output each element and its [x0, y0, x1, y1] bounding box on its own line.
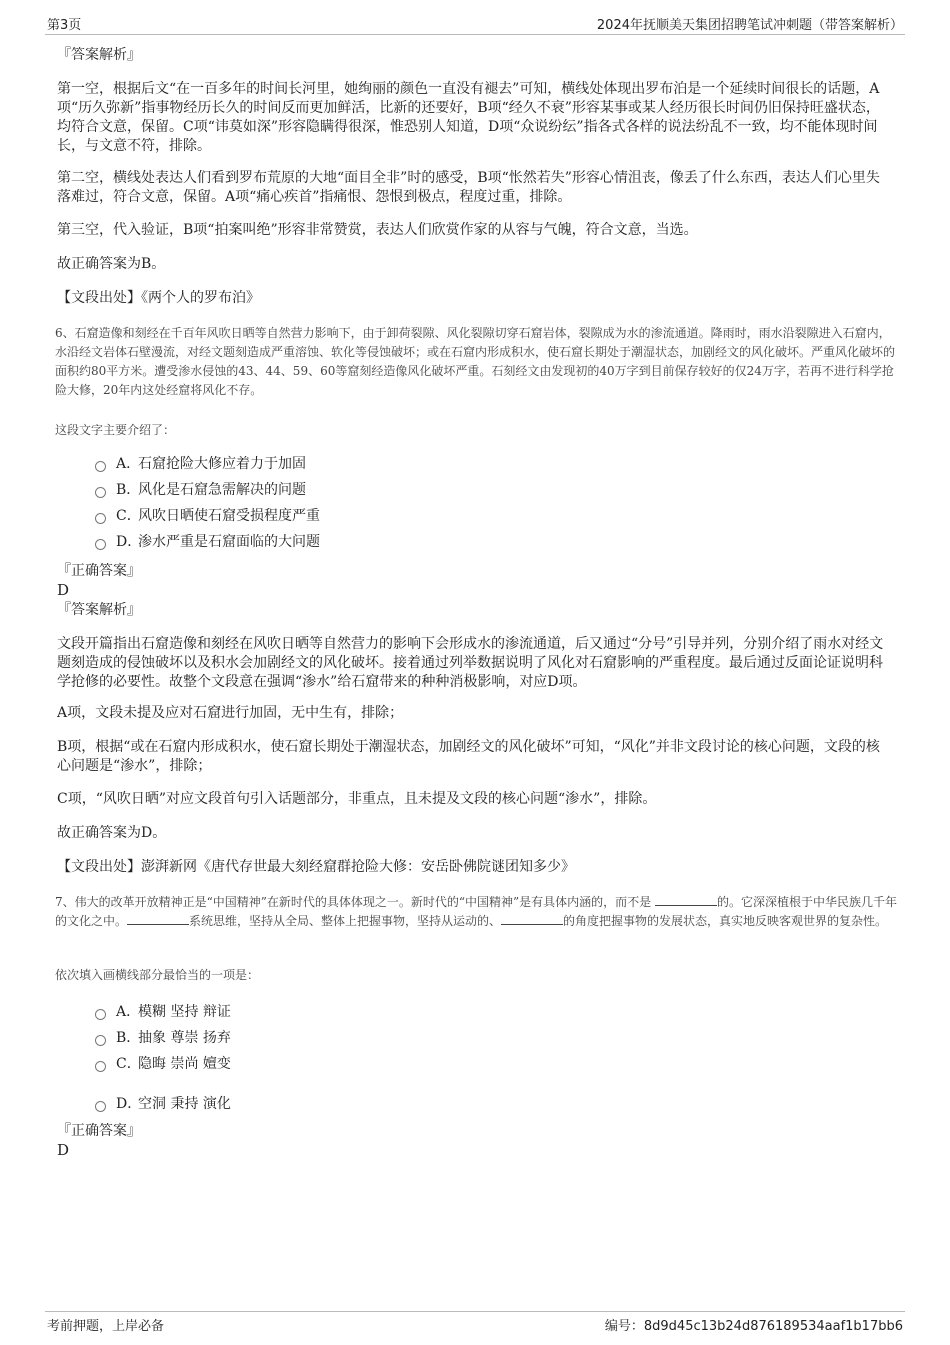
- document-id: 编号：8d9d45c13b24d876189534aaf1b17bb6: [604, 1319, 903, 1334]
- conclusion: 故正确答案为B。: [57, 256, 166, 272]
- radio-icon[interactable]: [95, 1035, 106, 1046]
- analysis-paragraph: 第一空，根据后文“在一百多年的时间长河里，她绚丽的颜色一直没有褪去”可知，横线处体现出罗布泊是一个延续时间很长的话题，A项“历久弥新”指事物经历长久的时间反而更加鲜活，比新的还要好，B项“经久不衰”形容某事或某人经历很长时间仍旧保持旺盛状态，均符合文意，保留。C项“讳莫如深”形容隐瞒得很深，惟恐别人知道，D项“众说纷纭”指各式各样的说法纷乱不一致，均不能体现时间长，与文意不符，排除。: [57, 81, 880, 154]
- source-citation: 【文段出处】《两个人的罗布泊》: [57, 290, 260, 306]
- answer-value: D: [57, 1141, 70, 1159]
- analysis-paragraph: 文段开篇指出石窟造像和刻经在风吹日晒等自然营力的影响下会形成水的渗流通道，后又通过“分号”引导并列，分别介绍了雨水对经文题刻造成的侵蚀破坏以及积水会加剧经文的风化破坏。接着通过列举数据说明了风化对石窟影响的严重程度。最后通过反面论证说明科学抢修的必要性。故整个文段意在强调“渗水”给石窟带来的种种消极影响，对应D项。: [57, 636, 884, 690]
- answer-value: D: [57, 581, 70, 599]
- analysis-paragraph: 第三空，代入验证，B项“拍案叫绝”形容非常赞赏，表达人们欣赏作家的从容与气魄，符合文意，当选。: [57, 222, 698, 238]
- fill-blank: [127, 912, 189, 925]
- fill-blank: [501, 912, 563, 925]
- page-footer: [45, 1311, 905, 1338]
- fill-blank: [655, 893, 717, 906]
- document-title: 2024年抚顺美天集团招聘笔试冲刺题（带答案解析）: [596, 18, 903, 33]
- option-c[interactable]: C． 隐晦 崇尚 嬗变: [95, 1055, 231, 1074]
- page-header: [45, 12, 905, 35]
- option-d[interactable]: D． 空洞 秉持 演化: [95, 1095, 231, 1114]
- analysis-label: 『答案解析』: [57, 602, 141, 618]
- radio-icon[interactable]: [95, 539, 106, 550]
- option-b[interactable]: B． 风化是石窟急需解决的问题: [95, 481, 306, 500]
- analysis-paragraph: B项，根据“或在石窟内形成积水，使石窟长期处于潮湿状态，加剧经文的风化破坏”可知，“风化”并非文段讨论的核心问题，文段的核心问题是“渗水”，排除；: [57, 739, 880, 774]
- option-c[interactable]: C． 风吹日晒使石窟受损程度严重: [95, 507, 320, 526]
- radio-icon[interactable]: [95, 1009, 106, 1020]
- analysis-paragraph: C项，“风吹日晒”对应文段首句引入话题部分，非重点，且未提及文段的核心问题“渗水”，排除。: [57, 791, 657, 807]
- question-prompt: 依次填入画横线部分最恰当的一项是：: [55, 968, 260, 982]
- radio-icon[interactable]: [95, 1101, 106, 1112]
- answer-label: 『正确答案』: [57, 563, 141, 579]
- analysis-label: 『答案解析』: [57, 47, 141, 63]
- question-stem: 7、伟大的改革开放精神正是“中国精神”在新时代的具体体现之一。新时代的“中国精神”是有具体内涵的，而不是 的。它深深植根于中华民族几千年的文化之中。 系统思维，坚持从全局、整体上把握事物，坚持从运动的、 的角度把握事物的发展状态，真实地反映客观世界的复杂性。: [55, 895, 898, 928]
- analysis-paragraph: 第二空，横线处表达人们看到罗布荒原的大地“面目全非”时的感受，B项“怅然若失”形容心情沮丧，像丢了什么东西，表达人们心里失落难过，符合文意，保留。A项“痛心疾首”指痛恨、怨恨到极点，程度过重，排除。: [57, 170, 880, 205]
- answer-label: 『正确答案』: [57, 1123, 141, 1139]
- radio-icon[interactable]: [95, 1061, 106, 1072]
- radio-icon[interactable]: [95, 487, 106, 498]
- question-stem: 6、石窟造像和刻经在千百年风吹日晒等自然营力影响下，由于卸荷裂隙、风化裂隙切穿石窟岩体，裂隙成为水的渗流通道。降雨时，雨水沿裂隙进入石窟内，水沿经文岩体石壁漫流，对经文题刻造成严重溶蚀、软化等侵蚀破坏；或在石窟内形成积水，使石窟长期处于潮湿状态，加剧经文的风化破坏。严重风化破坏的面积约80平方米。遭受渗水侵蚀的43、44、59、60等窟刻经造像风化破坏严重。石刻经文由发现初的40万字到目前保存较好的仅24万字，若再不进行科学抢险大修，20年内这处经窟将风化不存。: [55, 326, 896, 397]
- option-a[interactable]: A． 石窟抢险大修应着力于加固: [95, 455, 306, 474]
- option-b[interactable]: B． 抽象 尊崇 扬弃: [95, 1029, 231, 1048]
- source-citation: 【文段出处】澎湃新网《唐代存世最大刻经窟群抢险大修：安岳卧佛院谜团知多少》: [57, 859, 575, 875]
- analysis-paragraph: A项，文段未提及应对石窟进行加固，无中生有，排除；: [57, 705, 404, 721]
- radio-icon[interactable]: [95, 461, 106, 472]
- page-number: 第3页: [47, 18, 82, 33]
- radio-icon[interactable]: [95, 513, 106, 524]
- conclusion: 故正确答案为D。: [57, 825, 167, 841]
- option-d[interactable]: D． 渗水严重是石窟面临的大问题: [95, 533, 320, 552]
- option-a[interactable]: A． 模糊 坚持 辩证: [95, 1003, 231, 1022]
- footer-slogan: 考前押题，上岸必备: [47, 1319, 165, 1334]
- question-prompt: 这段文字主要介绍了：: [55, 423, 176, 437]
